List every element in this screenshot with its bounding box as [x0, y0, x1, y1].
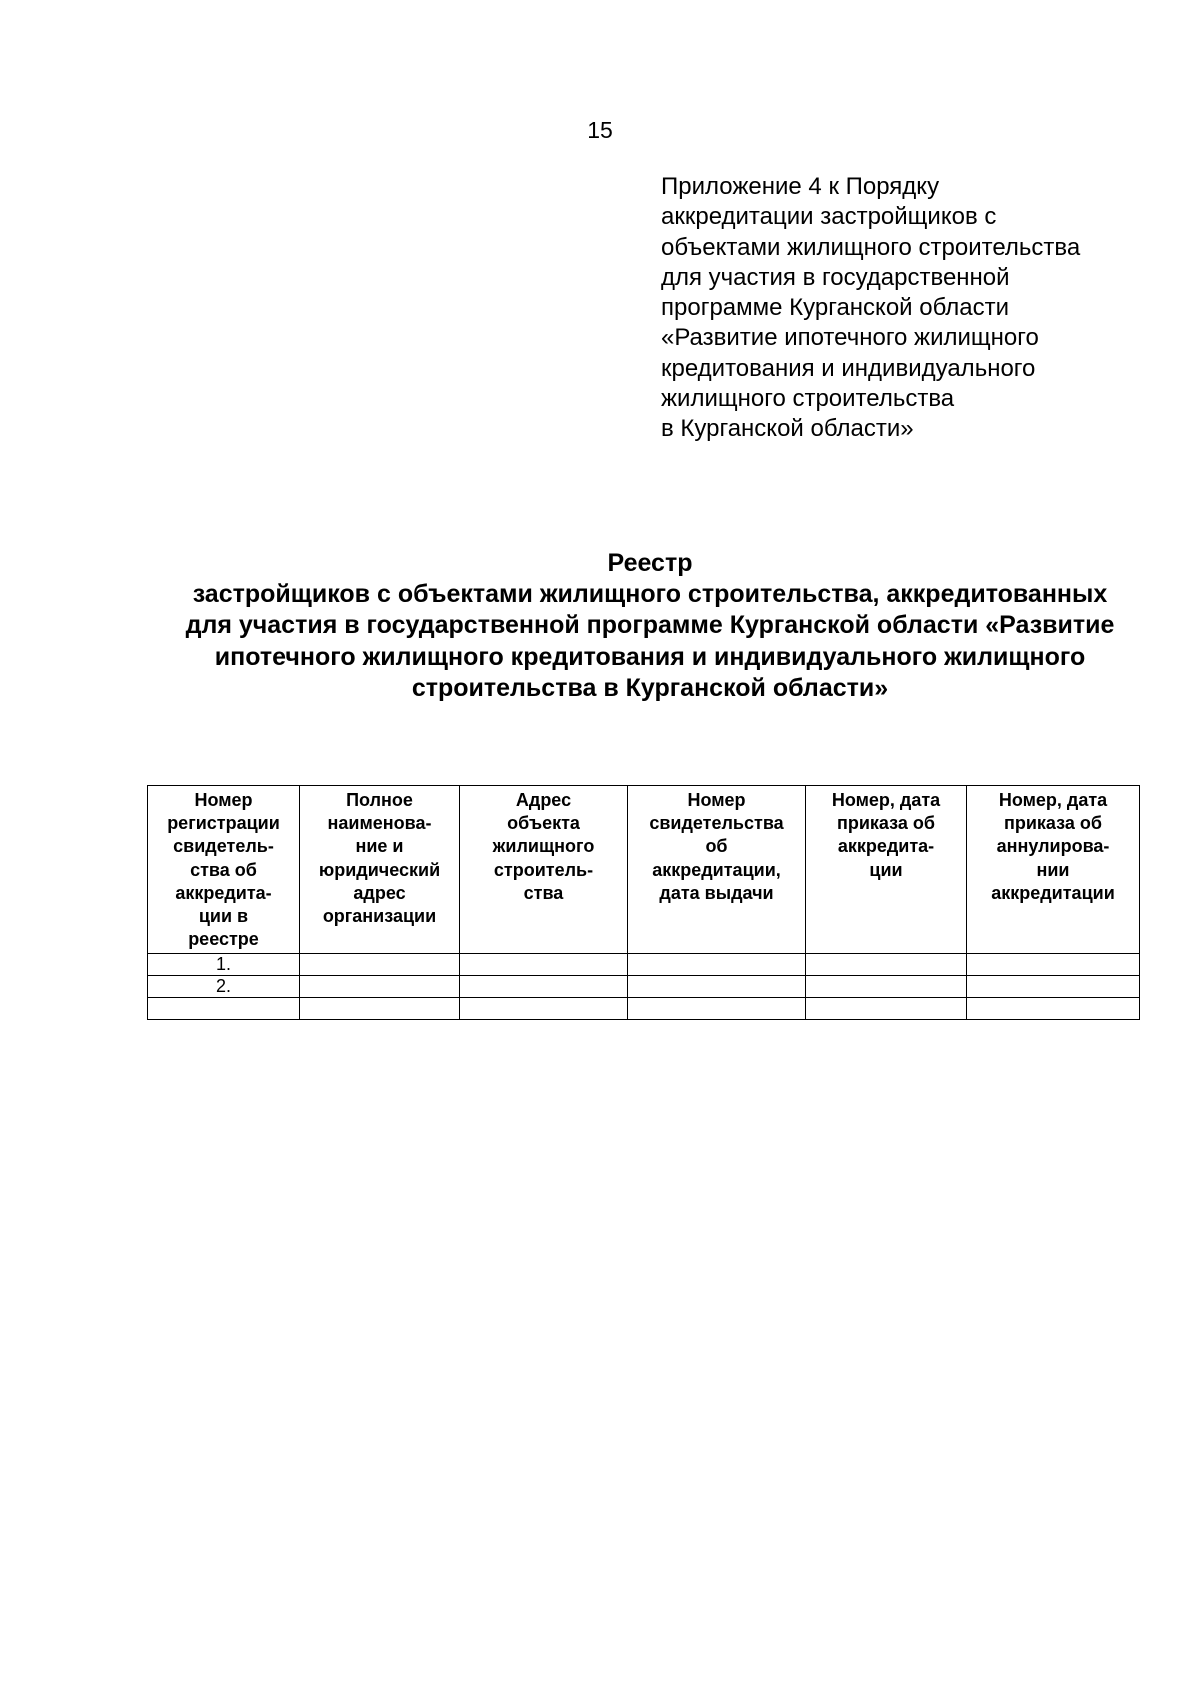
header-line: Номер, дата — [998, 790, 1108, 810]
appendix-line: жилищного строительства — [661, 385, 955, 413]
table-cell — [967, 976, 1140, 998]
header-registration-number — [148, 786, 300, 954]
header-line: строитель- — [493, 859, 594, 880]
header-certificate-number — [628, 786, 806, 954]
table-cell — [628, 954, 806, 976]
appendix-line: Приложение 4 к Порядку — [661, 173, 940, 200]
table-cell — [460, 998, 628, 1020]
appendix-line: для участия в государственной — [661, 263, 1010, 291]
header-object-address — [460, 786, 628, 954]
table-cell — [300, 976, 460, 998]
appendix-line: в Курганской области» — [661, 415, 914, 443]
header-line: ства — [523, 882, 564, 903]
appendix-line: кредитования и индивидуального — [661, 354, 1036, 382]
header-line: ства об — [190, 859, 257, 880]
header-line: аккредита- — [175, 882, 272, 903]
table-cell — [967, 954, 1140, 976]
header-line: Полное — [346, 790, 413, 810]
header-line: Номер — [687, 790, 746, 810]
table-cell — [628, 998, 806, 1020]
header-line: ции — [869, 859, 903, 880]
header-line: аккредита- — [837, 836, 935, 857]
header-line: объекта — [507, 813, 580, 834]
table-row — [148, 954, 1140, 976]
header-line: приказа об — [836, 813, 935, 834]
table-cell — [460, 954, 628, 976]
table-cell: 2. — [148, 976, 300, 998]
table-row — [148, 976, 1140, 998]
header-line: аннулирова- — [996, 836, 1110, 857]
header-line: ние и — [355, 836, 404, 857]
table-cell — [967, 998, 1140, 1020]
header-line: адрес — [353, 882, 406, 903]
table-cell — [806, 998, 967, 1020]
header-organization-name — [300, 786, 460, 954]
header-accreditation-order — [806, 786, 967, 954]
table-cell — [806, 954, 967, 976]
header-line: реестре — [188, 929, 259, 950]
table-cell — [460, 976, 628, 998]
header-line: Номер, дата — [831, 790, 941, 810]
appendix-note — [661, 172, 1141, 445]
table-cell — [148, 998, 300, 1020]
register-title — [100, 548, 1200, 704]
table-cell: 1. — [148, 954, 300, 976]
header-line: регистрации — [167, 813, 280, 834]
registry-table — [147, 785, 1140, 1020]
header-line: свидетельства — [649, 813, 784, 834]
header-line: наименова- — [327, 813, 432, 834]
appendix-line: «Развитие ипотечного жилищного — [661, 324, 1039, 352]
appendix-line: программе Курганской области — [661, 294, 1009, 322]
table-row — [148, 998, 1140, 1020]
header-line: Номер — [194, 790, 253, 810]
header-line: юридический — [318, 859, 441, 880]
title-line: застройщиков с объектами жилищного строительства, аккредитованных — [192, 580, 1108, 609]
table-cell — [300, 954, 460, 976]
header-line: аккредитации — [991, 882, 1115, 903]
header-line: дата выдачи — [659, 882, 774, 903]
header-line: жилищного — [492, 836, 595, 857]
header-line: ции в — [198, 906, 249, 927]
header-line: нии — [1036, 859, 1070, 880]
header-line: свидетель- — [173, 836, 274, 857]
table-header-row — [148, 786, 1140, 954]
table-cell — [628, 976, 806, 998]
title-line: ипотечного жилищного кредитования и индивидуального жилищного — [214, 642, 1086, 671]
header-annulment-order — [967, 786, 1140, 954]
page-number: 15 — [587, 117, 613, 143]
header-line: Адрес — [515, 790, 572, 810]
table-cell — [300, 998, 460, 1020]
title-line: строительства в Курганской области» — [411, 673, 889, 702]
appendix-line: аккредитации застройщиков с — [661, 203, 997, 231]
header-line: аккредитации, — [652, 859, 781, 880]
title-line: для участия в государственной программе Курганской области «Развитие — [185, 611, 1115, 640]
appendix-line: объектами жилищного строительства — [661, 233, 1081, 261]
header-line: организации — [322, 906, 437, 927]
header-line: приказа об — [1003, 813, 1102, 834]
header-line: об — [705, 836, 728, 857]
table-cell — [806, 976, 967, 998]
title-line: Реестр — [607, 549, 693, 577]
